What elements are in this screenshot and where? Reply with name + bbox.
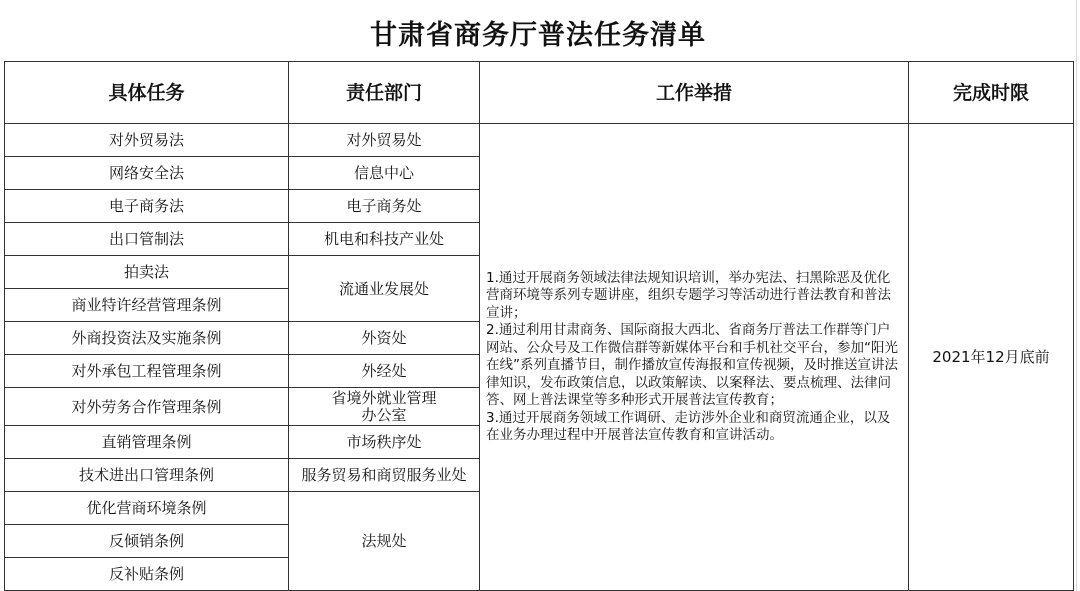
- department-cell[interactable]: 流通业发展处: [289, 256, 480, 322]
- header-department[interactable]: 责任部门: [289, 62, 480, 124]
- department-cell[interactable]: 电子商务处: [289, 190, 480, 223]
- task-cell[interactable]: 对外承包工程管理条例: [5, 355, 289, 388]
- task-cell[interactable]: 直销管理条例: [5, 426, 289, 459]
- department-line-2: 办公室: [361, 405, 407, 424]
- department-cell[interactable]: 服务贸易和商贸服务业处: [289, 459, 480, 492]
- document-title: 甘肃省商务厅普法任务清单: [370, 19, 706, 51]
- task-cell[interactable]: 对外贸易法: [5, 124, 289, 157]
- department-cell[interactable]: 外资处: [289, 322, 480, 355]
- measures-cell[interactable]: 1.通过开展商务领域法律法规知识培训，举办宪法、扫黑除恶及优化营商环境等系列专题讲座，组织专题学习等活动进行普法教育和普法宣讲； 2.通过利用甘肃商务、国际商报大西北、省商务厅普法工作群等门户网站、公众号及工作微信群等新媒体平台和手机社交平台，参加“阳光在线”系列直播节目，制作播放宣传海报和宣传视频，及时推送宣讲法律知识，发布政策信息，以政策解读、以案释法、要点梳理、法律问答、网上普法课堂等多种形式开展普法宣传教育； 3.通过开展商务领域工作调研、走访涉外企业和商贸流通企业，以及在业务办理过程中开展普法宣传教育和宣讲活动。: [480, 124, 909, 591]
- task-cell[interactable]: 反倾销条例: [5, 525, 289, 558]
- task-cell[interactable]: 外商投资法及实施条例: [5, 322, 289, 355]
- department-cell[interactable]: 市场秩序处: [289, 426, 480, 459]
- department-cell[interactable]: 外经处: [289, 355, 480, 388]
- task-table: [4, 61, 1074, 591]
- header-measures[interactable]: 工作举措: [480, 62, 909, 124]
- task-cell[interactable]: 技术进出口管理条例: [5, 459, 289, 492]
- task-cell[interactable]: 反补贴条例: [5, 558, 289, 591]
- department-cell[interactable]: [289, 388, 480, 426]
- department-line-1: 省境外就业管理: [331, 388, 437, 407]
- grid-line: [1076, 0, 1077, 591]
- deadline-cell[interactable]: 2021年12月底前: [909, 124, 1074, 591]
- task-cell[interactable]: 优化营商环境条例: [5, 492, 289, 525]
- department-cell[interactable]: 机电和科技产业处: [289, 223, 480, 256]
- department-cell[interactable]: 法规处: [289, 492, 480, 591]
- table-row: [5, 124, 1074, 157]
- header-task[interactable]: 具体任务: [5, 62, 289, 124]
- task-cell[interactable]: 商业特许经营管理条例: [5, 289, 289, 322]
- task-cell[interactable]: 对外劳务合作管理条例: [5, 388, 289, 426]
- task-cell[interactable]: 网络安全法: [5, 157, 289, 190]
- task-cell[interactable]: 电子商务法: [5, 190, 289, 223]
- task-cell[interactable]: 拍卖法: [5, 256, 289, 289]
- department-cell[interactable]: 信息中心: [289, 157, 480, 190]
- header-deadline[interactable]: 完成时限: [909, 62, 1074, 124]
- header-row: [5, 62, 1074, 124]
- task-cell[interactable]: 出口管制法: [5, 223, 289, 256]
- department-cell[interactable]: 对外贸易处: [289, 124, 480, 157]
